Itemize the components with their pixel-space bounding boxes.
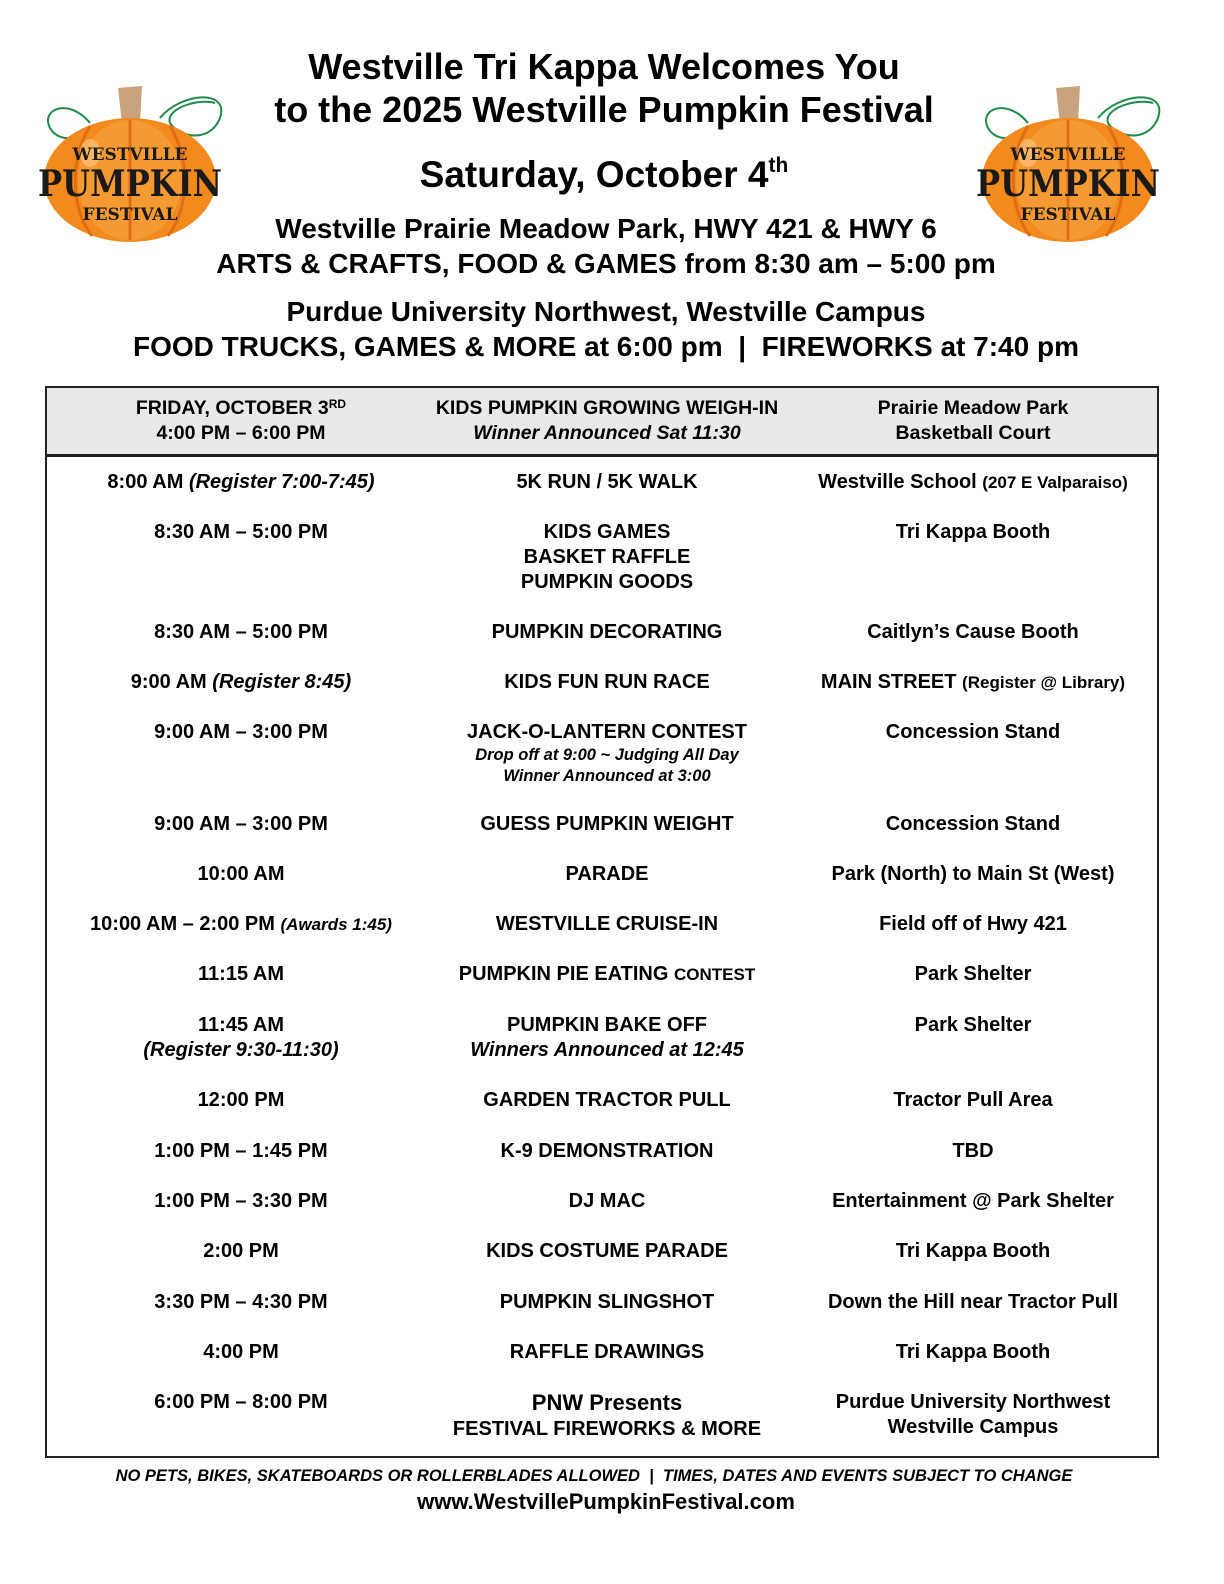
friday-location-line2: Basketball Court <box>895 422 1051 444</box>
location-cell: Tri Kappa Booth <box>895 1240 1051 1262</box>
table-row <box>47 1013 1157 1063</box>
location-cell: Tri Kappa Booth <box>895 1341 1051 1363</box>
location-cell <box>787 670 1159 695</box>
location-cell: Park Shelter <box>914 963 1032 985</box>
table-row <box>47 962 1157 1012</box>
location-cell: Field off of Hwy 421 <box>879 913 1067 935</box>
location: MAIN STREET <box>820 671 963 693</box>
venue-1: Westville Prairie Meadow Park, HWY 421 & HWY 6 <box>275 213 937 244</box>
location-line-2: Westville Campus <box>887 1416 1059 1438</box>
friday-day: FRIDAY, OCTOBER 3 <box>135 397 329 419</box>
table-row <box>47 862 1157 912</box>
event-cell <box>417 720 797 787</box>
title-line-2: to the 2025 Westville Pumpkin Festival <box>274 89 934 130</box>
time-cell <box>47 470 435 495</box>
event: PNW Presents <box>531 1390 683 1415</box>
location-cell: Park (North) to Main St (West) <box>831 863 1115 885</box>
event-cell: KIDS FUN RUN RACE <box>504 671 710 693</box>
logo-text-westville: WESTVILLE <box>1010 145 1126 165</box>
event-line: KIDS GAMES <box>543 521 671 543</box>
table-row <box>47 1189 1157 1239</box>
event-note: Winner Announced at 3:00 <box>503 767 711 785</box>
time-note: (Register 9:30-11:30) <box>143 1039 339 1061</box>
time-cell: 9:00 AM – 3:00 PM <box>154 721 328 743</box>
friday-event: KIDS PUMPKIN GROWING WEIGH-IN <box>435 397 779 419</box>
friday-time: 4:00 PM – 6:00 PM <box>156 422 326 444</box>
friday-location-cell <box>787 396 1159 446</box>
table-row <box>47 1239 1157 1289</box>
event-cell: PUMPKIN DECORATING <box>491 621 723 643</box>
time-cell <box>47 670 435 695</box>
event-line: PUMPKIN GOODS <box>520 571 694 593</box>
logo-text-festival: FESTIVAL <box>82 205 178 225</box>
time-cell: 9:00 AM – 3:00 PM <box>154 813 328 835</box>
table-row <box>47 470 1157 520</box>
time-cell: 3:30 PM – 4:30 PM <box>154 1291 328 1313</box>
logo-text-pumpkin: PUMPKIN <box>38 163 222 205</box>
footer-website-link[interactable]: www.WestvillePumpkinFestival.com <box>417 1489 795 1514</box>
time-cell: 12:00 PM <box>197 1089 285 1111</box>
logo-text-westville: WESTVILLE <box>72 145 188 165</box>
time: 11:45 AM <box>198 1014 284 1036</box>
location-cell: Caitlyn’s Cause Booth <box>867 621 1079 643</box>
event: PUMPKIN PIE EATING <box>458 963 674 985</box>
event-note: Winners Announced at 12:45 <box>470 1039 744 1061</box>
table-row <box>47 812 1157 862</box>
location-cell: Down the Hill near Tractor Pull <box>827 1291 1119 1313</box>
time-cell <box>47 1013 435 1063</box>
time-cell: 8:30 AM – 5:00 PM <box>154 621 328 643</box>
event-date-suffix: th <box>768 154 789 177</box>
table-row <box>47 620 1157 670</box>
venue-2-details: FOOD TRUCKS, GAMES & MORE at 6:00 pm | FIREWORKS at 7:40 pm <box>133 331 1079 362</box>
location: Purdue University Northwest <box>835 1391 1111 1413</box>
location-cell: Concession Stand <box>885 813 1061 835</box>
table-row <box>47 1139 1157 1189</box>
table-row <box>47 1390 1157 1440</box>
location-cell: Tractor Pull Area <box>893 1089 1053 1111</box>
location: Westville School <box>818 471 983 493</box>
table-row <box>47 720 1157 785</box>
venue-2: Purdue University Northwest, Westville Campus <box>286 296 926 327</box>
friday-header-row <box>47 388 1157 457</box>
logo-text-pumpkin: PUMPKIN <box>976 163 1160 205</box>
time-cell: 1:00 PM – 3:30 PM <box>154 1190 328 1212</box>
time-cell: 4:00 PM <box>203 1341 279 1363</box>
event-date <box>0 154 1216 196</box>
friday-day-suffix: RD <box>328 397 347 411</box>
friday-time-cell <box>47 396 435 446</box>
location-cell <box>787 1390 1159 1440</box>
location-cell: Entertainment @ Park Shelter <box>832 1190 1114 1212</box>
time-cell: 8:30 AM – 5:00 PM <box>154 521 328 543</box>
time-note: (Register 7:00-7:45) <box>188 471 375 493</box>
table-row <box>47 520 1157 593</box>
event-cell <box>417 962 797 987</box>
time-note: (Awards 1:45) <box>280 915 392 934</box>
table-row <box>47 912 1157 962</box>
time: 8:00 AM <box>107 471 189 493</box>
event-cell: WESTVILLE CRUISE-IN <box>495 913 719 935</box>
event-cell: GARDEN TRACTOR PULL <box>483 1089 731 1111</box>
table-row <box>47 1290 1157 1340</box>
friday-event-note: Winner Announced Sat 11:30 <box>473 422 741 444</box>
time-cell: 10:00 AM <box>197 863 285 885</box>
time-cell: 11:15 AM <box>198 963 284 985</box>
schedule-table <box>45 386 1159 1458</box>
event: JACK-O-LANTERN CONTEST <box>467 721 747 743</box>
event-cell: KIDS COSTUME PARADE <box>486 1240 728 1262</box>
title-line-1: Westville Tri Kappa Welcomes You <box>308 46 900 87</box>
friday-location-line1: Prairie Meadow Park <box>877 397 1069 419</box>
location-cell <box>787 470 1159 495</box>
time-note: (Register 8:45) <box>212 671 352 693</box>
event-cell: PARADE <box>565 863 649 885</box>
logo-text-festival: FESTIVAL <box>1020 205 1116 225</box>
location-cell: Tri Kappa Booth <box>895 521 1051 543</box>
table-row <box>47 1088 1157 1138</box>
event: PUMPKIN BAKE OFF <box>507 1014 707 1036</box>
event-cell: 5K RUN / 5K WALK <box>516 471 698 493</box>
event-note: Drop off at 9:00 ~ Judging All Day <box>475 746 739 764</box>
event-cell: RAFFLE DRAWINGS <box>509 1341 705 1363</box>
event-cell <box>417 520 797 595</box>
time-cell <box>47 912 435 937</box>
location-cell: Park Shelter <box>914 1014 1032 1036</box>
venue-1-details: ARTS & CRAFTS, FOOD & GAMES from 8:30 am – 5:00 pm <box>216 248 996 279</box>
event-cell: DJ MAC <box>568 1190 646 1212</box>
time: 9:00 AM <box>130 671 213 693</box>
event-cell: PUMPKIN SLINGSHOT <box>499 1291 715 1313</box>
event-line-2: FESTIVAL FIREWORKS & MORE <box>452 1418 762 1440</box>
footer-notice: NO PETS, BIKES, SKATEBOARDS OR ROLLERBLADES ALLOWED | TIMES, DATES AND EVENTS SUBJECT TO CHANGE <box>115 1467 1073 1485</box>
event-cell <box>417 1013 797 1063</box>
table-row <box>47 1340 1157 1390</box>
location-cell: TBD <box>952 1140 994 1162</box>
location-note: (Register @ Library) <box>962 673 1126 692</box>
event-date-text: Saturday, October 4 <box>419 154 769 195</box>
time: 10:00 AM – 2:00 PM <box>90 913 281 935</box>
friday-event-cell <box>417 396 797 446</box>
event-cell <box>417 1390 797 1442</box>
location-note: (207 E Valparaiso) <box>982 473 1128 492</box>
time-cell: 2:00 PM <box>203 1240 279 1262</box>
event-small: CONTEST <box>673 965 756 984</box>
time-cell: 6:00 PM – 8:00 PM <box>154 1391 328 1413</box>
table-row <box>47 670 1157 720</box>
event-cell: GUESS PUMPKIN WEIGHT <box>480 813 734 835</box>
location-cell: Concession Stand <box>885 721 1061 743</box>
time-cell: 1:00 PM – 1:45 PM <box>154 1140 328 1162</box>
event-cell: K-9 DEMONSTRATION <box>500 1140 714 1162</box>
event-line: BASKET RAFFLE <box>523 546 691 568</box>
